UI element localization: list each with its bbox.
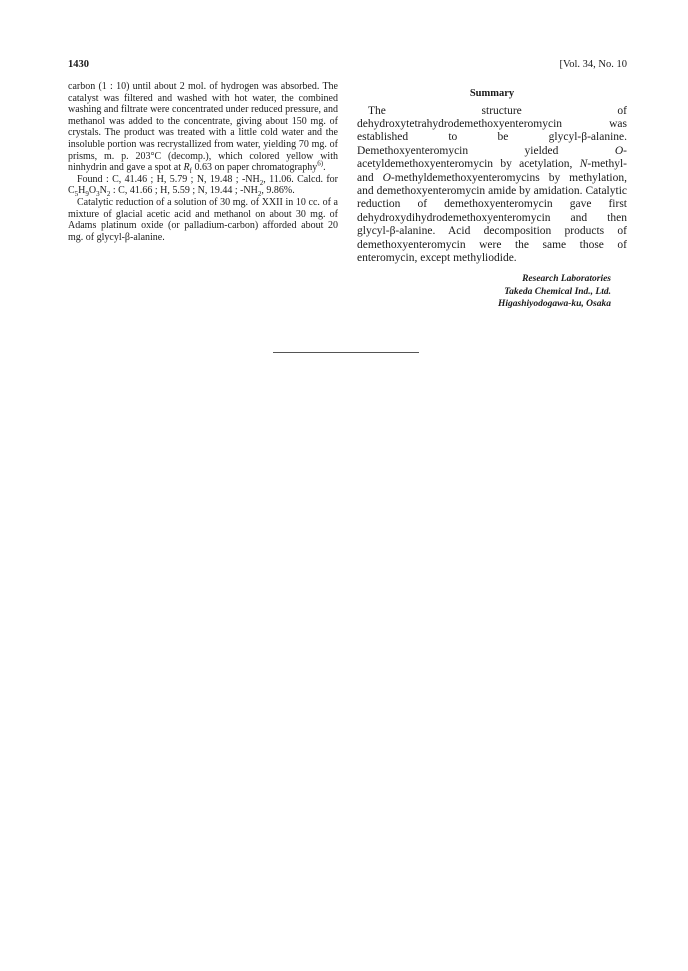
affiliation-line: Higashiyodogawa-ku, Osaka bbox=[498, 299, 611, 310]
analysis-formula: O bbox=[88, 185, 97, 197]
paragraph-catalytic-reduction: Catalytic reduction of a solution of 30 mg. of XXII in 10 cc. of a mixture of glacial acetic acid and methanol on about 30 mg. of Adams platinum oxide (or palladium-carbon) afforded about 20 mg. of glycyl-β-alanine. bbox=[68, 196, 338, 243]
summary-body bbox=[357, 105, 627, 266]
affiliation-line: Takeda Chemical Ind., Ltd. bbox=[504, 286, 611, 297]
summary-italic: O bbox=[382, 171, 391, 184]
analysis-calcd: , 11.06. Calcd. for C bbox=[68, 173, 339, 197]
analysis-sub: 2 bbox=[106, 190, 111, 199]
analysis-found: Found : C, 41.46 ; H, 5.79 ; N, 19.48 ; -NH bbox=[77, 173, 260, 185]
paragraph-hydrogenation bbox=[68, 81, 338, 174]
analysis-end: , 9.86%. bbox=[261, 185, 295, 197]
analysis-formula: N bbox=[99, 185, 107, 197]
end-divider bbox=[273, 352, 419, 353]
journal-volume: [Vol. 34, No. 10 bbox=[559, 59, 627, 70]
summary-text: -methyl- and bbox=[357, 158, 627, 184]
analysis-sub: 9 bbox=[85, 190, 89, 199]
paragraph-hydrogenation-text: carbon (1 : 10) until about 2 mol. of hydrogen was absorbed. The catalyst was filtered and washed with hot water, the combined washing and filtrate were concentrated under reduced pressure, and methanol was added to the concentrate, giving about 150 mg. of crystals. The product was treated with a little cold water and the insoluble portion was recrystallized from water, yielding 70 mg. of prisms, m. p. 203°C (decomp.), which colored yellow with ninhydrin and gave a spot at bbox=[68, 81, 338, 174]
summary-text: -acetyldemethoxyenteromycin by acetylation, bbox=[357, 144, 627, 171]
analysis-sub: 2 bbox=[259, 178, 264, 187]
summary-title: Summary bbox=[469, 88, 515, 99]
left-column bbox=[68, 81, 338, 243]
affiliation-line: Research Laboratories bbox=[522, 274, 611, 285]
summary-italic: O bbox=[614, 144, 624, 157]
analysis-formula: H bbox=[78, 185, 86, 197]
summary-text: The structure of dehydroxytetrahydrodemethoxyenteromycin was established to be glycyl-β-alanine. Demethoxyenteromycin yielded bbox=[357, 104, 627, 157]
reference-marker: 6) bbox=[317, 159, 324, 168]
analysis-sub: 5 bbox=[74, 190, 79, 199]
analysis-sub: 2 bbox=[257, 190, 262, 199]
analysis-values: : C, 41.66 ; H, 5.59 ; N, 19.44 ; -NH bbox=[110, 185, 258, 197]
paragraph-end: . bbox=[323, 162, 326, 174]
summary-text: -methyldemethoxyenteromycins by methylation, and demethoxyenteromycin amide by amidation. Catalytic reduction of demethoxyenteromycin gave first dehydroxydihydrodemethoxyenteromycin and then glycyl-β-alanine. Acid decomposition products of demethoxyenteromycin were the same those of enteromycin, except methyliodide. bbox=[357, 171, 627, 265]
right-column bbox=[357, 81, 627, 311]
rf-value-text: 0.63 on paper chromatography bbox=[191, 162, 318, 174]
paragraph-analysis bbox=[68, 174, 338, 197]
summary-italic: N bbox=[579, 158, 588, 171]
analysis-sub: 3 bbox=[96, 190, 100, 199]
rf-symbol: R bbox=[183, 162, 190, 174]
page-number: 1430 bbox=[68, 59, 89, 70]
affiliation bbox=[357, 273, 627, 311]
rf-subscript: f bbox=[189, 167, 192, 176]
